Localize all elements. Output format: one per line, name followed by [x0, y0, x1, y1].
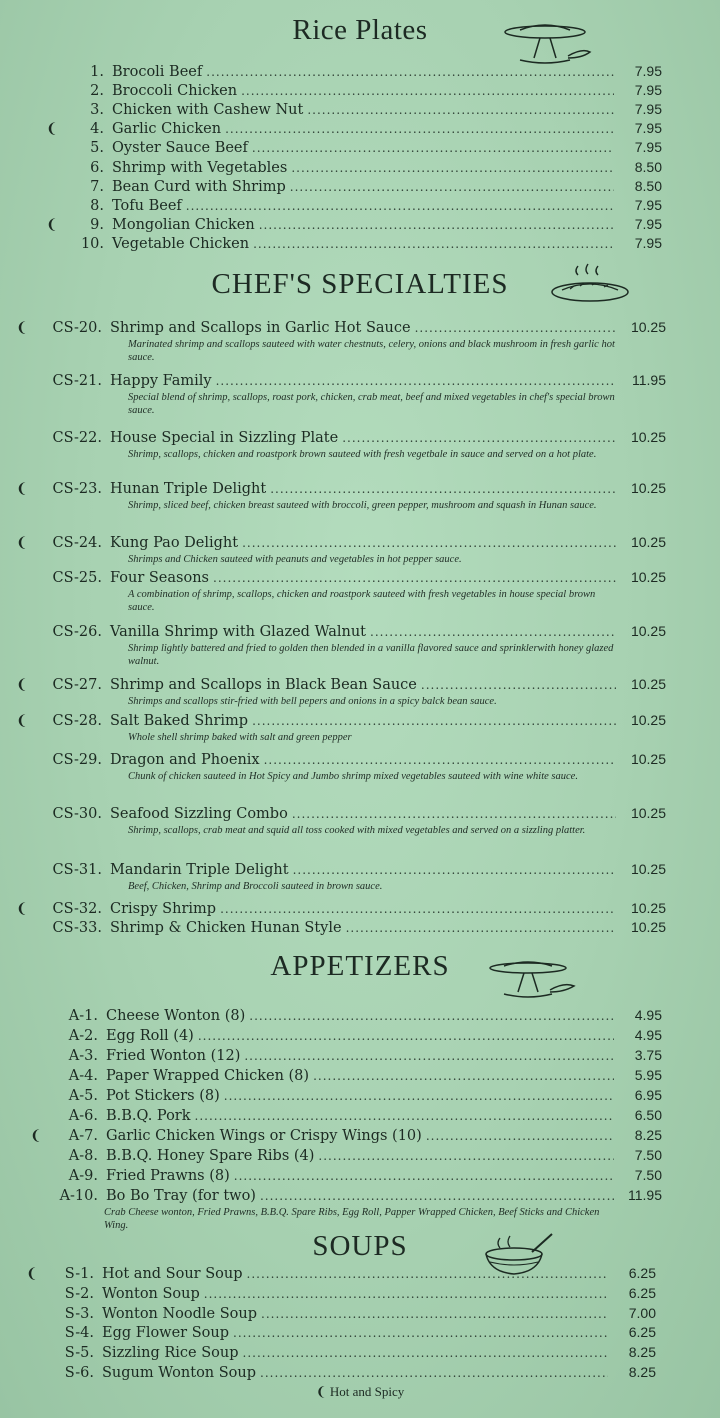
- item-number: S-1.: [64, 1266, 94, 1282]
- item-description: Shrimps and Chicken sauteed with peanuts and vegetables in hot pepper sauce.: [128, 554, 462, 565]
- menu-item: [30, 1186, 662, 1205]
- item-name: Shrimp & Chicken Hunan Style: [110, 920, 342, 936]
- item-name: Egg Flower Soup: [102, 1325, 230, 1341]
- menu-item: [16, 479, 666, 498]
- item-name: Brocoli Beef: [112, 64, 203, 80]
- menu-item: [26, 1343, 656, 1362]
- menu-item: [16, 533, 666, 552]
- dot-leader: [307, 101, 614, 119]
- item-name: Wonton Noodle Soup: [102, 1306, 258, 1322]
- chili-icon: ❨: [26, 1266, 38, 1282]
- item-name: Fried Prawns (8): [106, 1168, 230, 1184]
- dot-leader: [370, 623, 616, 641]
- menu-item: [30, 1066, 662, 1085]
- menu-item: [16, 428, 666, 447]
- item-number: 10.: [80, 236, 104, 252]
- item-name: Vanilla Shrimp with Glazed Walnut: [110, 624, 367, 640]
- dot-leader: [234, 1167, 614, 1185]
- item-name: Mandarin Triple Delight: [110, 862, 289, 878]
- menu-item: [46, 196, 662, 215]
- item-price: 7.50: [634, 1167, 662, 1183]
- item-number: S-2.: [64, 1286, 94, 1302]
- legend-text: Hot and Spicy: [329, 1384, 405, 1399]
- item-name: House Special in Sizzling Plate: [110, 430, 339, 446]
- item-number: A-9.: [68, 1168, 98, 1184]
- dot-leader: [252, 139, 614, 157]
- item-number: S-3.: [64, 1306, 94, 1322]
- menu-item: [16, 804, 666, 823]
- menu-item: [26, 1304, 656, 1323]
- item-number: CS-21.: [52, 373, 102, 389]
- dot-leader: [206, 63, 614, 81]
- dot-leader: [346, 919, 616, 937]
- item-name: Bean Curd with Shrimp: [112, 179, 286, 195]
- item-number: 5.: [90, 140, 104, 156]
- dot-leader: [253, 235, 614, 253]
- dot-leader: [415, 319, 616, 337]
- item-price: 7.95: [634, 139, 662, 155]
- dot-leader: [291, 159, 614, 177]
- item-price: 8.50: [634, 159, 662, 175]
- item-price: 6.95: [634, 1087, 662, 1103]
- menu-item: [46, 62, 662, 81]
- dot-leader: [186, 197, 614, 215]
- item-name: Salt Baked Shrimp: [110, 713, 249, 729]
- item-number: 1.: [90, 64, 104, 80]
- item-price: 7.95: [634, 216, 662, 232]
- dot-leader: [249, 1007, 614, 1025]
- dot-leader: [216, 372, 616, 390]
- item-price: 10.25: [630, 569, 666, 585]
- menu-item: [16, 918, 666, 937]
- item-name: Egg Roll (4): [106, 1028, 194, 1044]
- item-name: Sugum Wonton Soup: [102, 1365, 257, 1381]
- item-description: Shrimp, scallops, chicken and roastpork brown sauteed with fresh vegetbale in sauce and served on a hot plate.: [128, 449, 597, 460]
- dot-leader: [198, 1027, 614, 1045]
- item-price: 8.25: [634, 1127, 662, 1143]
- item-price: 10.25: [630, 805, 666, 821]
- dot-leader: [426, 1127, 614, 1145]
- menu-item: [46, 158, 662, 177]
- item-price: 7.95: [634, 63, 662, 79]
- item-number: 2.: [90, 83, 104, 99]
- item-number: CS-25.: [52, 570, 102, 586]
- dot-leader: [241, 82, 614, 100]
- item-name: Shrimp with Vegetables: [112, 160, 288, 176]
- item-price: 10.25: [630, 676, 666, 692]
- item-number: 7.: [90, 179, 104, 195]
- item-description: Shrimp, scallops, crab meat and squid all toss cooked with mixed vegetables and served on a sizzling platter.: [128, 825, 586, 836]
- item-name: B.B.Q. Honey Spare Ribs (4): [106, 1148, 315, 1164]
- item-price: 7.95: [634, 101, 662, 117]
- item-number: S-6.: [64, 1365, 94, 1381]
- item-name: Shrimp and Scallops in Black Bean Sauce: [110, 677, 417, 693]
- item-number: A-3.: [68, 1048, 98, 1064]
- item-name: Bo Bo Tray (for two): [106, 1188, 256, 1204]
- item-price: 3.75: [634, 1047, 662, 1063]
- item-name: Shrimp and Scallops in Garlic Hot Sauce: [110, 320, 411, 336]
- dot-leader: [224, 1087, 614, 1105]
- item-description: Chunk of chicken sauteed in Hot Spicy and Jumbo shrimp mixed vegetables sauteed with wine white sauce.: [128, 771, 578, 782]
- item-name: Garlic Chicken Wings or Crispy Wings (10): [106, 1128, 422, 1144]
- serving-dish-icon: [478, 956, 582, 1002]
- item-price: 10.25: [630, 319, 666, 335]
- item-description: Shrimp lightly battered and fried to golden then blended in a vanilla flavored sauce and sprinklerwith honey glazed walnut.: [128, 643, 614, 667]
- dot-leader: [313, 1067, 614, 1085]
- item-number: S-4.: [64, 1325, 94, 1341]
- item-name: Garlic Chicken: [112, 121, 222, 137]
- item-name: Kung Pao Delight: [110, 535, 239, 551]
- item-price: 11.95: [628, 1187, 662, 1203]
- menu-item: [46, 177, 662, 196]
- appetizers-title: APPETIZERS: [270, 950, 450, 982]
- menu-item: [16, 750, 666, 769]
- item-price: 8.50: [634, 178, 662, 194]
- menu-item: [46, 138, 662, 157]
- menu-item: [46, 81, 662, 100]
- dot-leader: [261, 1305, 608, 1323]
- chili-icon: ❨: [315, 1384, 327, 1399]
- item-description: Shrimps and scallops stir-fried with bell pepers and onions in a spicy balck bean sauce.: [128, 696, 497, 707]
- item-name: Paper Wrapped Chicken (8): [106, 1068, 310, 1084]
- menu-item: [26, 1363, 656, 1382]
- item-description: Shrimp, sliced beef, chicken breast sauteed with broccoli, green pepper, mushroom and squash in Hunan sauce.: [128, 500, 597, 511]
- item-price: 6.25: [628, 1324, 656, 1340]
- dot-leader: [242, 534, 616, 552]
- item-number: A-10.: [59, 1188, 98, 1204]
- chili-icon: ❨: [16, 713, 28, 729]
- item-number: CS-32.: [52, 901, 102, 917]
- item-name: Four Seasons: [110, 570, 209, 586]
- menu-item: [30, 1126, 662, 1145]
- item-number: CS-22.: [52, 430, 102, 446]
- menu-item: [46, 215, 662, 234]
- item-price: 8.25: [628, 1344, 656, 1360]
- item-name: Broccoli Chicken: [112, 83, 238, 99]
- chili-icon: ❨: [16, 320, 28, 336]
- item-price: 7.95: [634, 235, 662, 251]
- item-name: Happy Family: [110, 373, 212, 389]
- item-name: Tofu Beef: [112, 198, 182, 214]
- item-number: A-2.: [68, 1028, 98, 1044]
- item-price: 7.95: [634, 82, 662, 98]
- item-description: A combination of shrimp, scallops, chicken and roastpork sauteed with fresh vegetables in house special brown sauce.: [128, 589, 596, 613]
- dot-leader: [247, 1265, 608, 1283]
- item-name: B.B.Q. Pork: [106, 1108, 191, 1124]
- dot-leader: [293, 861, 616, 879]
- chili-icon: ❨: [30, 1128, 42, 1144]
- item-number: 4.: [90, 121, 104, 137]
- chili-icon: ❨: [16, 677, 28, 693]
- item-name: Hunan Triple Delight: [110, 481, 267, 497]
- item-price: 8.25: [628, 1364, 656, 1380]
- menu-item: [30, 1086, 662, 1105]
- chili-icon: ❨: [46, 217, 58, 233]
- item-number: CS-27.: [52, 677, 102, 693]
- menu-item: [16, 622, 666, 641]
- item-price: 10.25: [630, 712, 666, 728]
- dot-leader: [220, 900, 616, 918]
- item-description: Beef, Chicken, Shrimp and Broccoli sauteed in brown sauce.: [128, 881, 383, 892]
- chili-icon: ❨: [16, 901, 28, 917]
- item-price: 10.25: [630, 900, 666, 916]
- dot-leader: [204, 1285, 608, 1303]
- item-description: Special blend of shrimp, scallops, roast pork, chicken, crab meat, beef and mixed vegetables in chef's special brown sauce.: [128, 392, 615, 416]
- item-price: 6.25: [628, 1265, 656, 1281]
- item-name: Wonton Soup: [102, 1286, 200, 1302]
- item-number: CS-33.: [52, 920, 102, 936]
- menu-item: [26, 1264, 656, 1283]
- menu-item: [16, 860, 666, 879]
- item-name: Hot and Sour Soup: [102, 1266, 243, 1282]
- item-number: A-7.: [68, 1128, 98, 1144]
- item-price: 4.95: [634, 1007, 662, 1023]
- menu-item: [26, 1323, 656, 1342]
- dot-leader: [244, 1047, 614, 1065]
- item-number: 3.: [90, 102, 104, 118]
- chili-icon: ❨: [16, 535, 28, 551]
- item-price: 10.25: [630, 480, 666, 496]
- item-name: Seafood Sizzling Combo: [110, 806, 288, 822]
- item-name: Cheese Wonton (8): [106, 1008, 246, 1024]
- menu-item: [16, 899, 666, 918]
- item-price: 7.95: [634, 120, 662, 136]
- item-number: CS-31.: [52, 862, 102, 878]
- dot-leader: [260, 1364, 608, 1382]
- item-name: Pot Stickers (8): [106, 1088, 220, 1104]
- dot-leader: [259, 216, 614, 234]
- item-name: Sizzling Rice Soup: [102, 1345, 239, 1361]
- item-price: 10.25: [630, 429, 666, 445]
- item-name: Fried Wonton (12): [106, 1048, 241, 1064]
- menu-item: [30, 1006, 662, 1025]
- item-number: 9.: [90, 217, 104, 233]
- menu-item: [30, 1046, 662, 1065]
- steaming-platter-icon: [548, 262, 632, 306]
- dot-leader: [260, 1187, 614, 1205]
- menu-item: [30, 1106, 662, 1125]
- item-description: Marinated shrimp and scallops sauteed with water chestnuts, celery, onions and black mushroom in fresh garlic hot sauce.: [128, 339, 615, 363]
- menu-item: [16, 318, 666, 337]
- item-number: A-1.: [68, 1008, 98, 1024]
- item-number: CS-20.: [52, 320, 102, 336]
- item-number: S-5.: [64, 1345, 94, 1361]
- item-name: Mongolian Chicken: [112, 217, 255, 233]
- menu-item: [46, 119, 662, 138]
- dot-leader: [292, 805, 616, 823]
- item-number: CS-26.: [52, 624, 102, 640]
- item-description: Crab Cheese wonton, Fried Prawns, B.B.Q. Spare Ribs, Egg Roll, Papper Wrapped Chicken, Beef Sticks and Chicken Wing.: [104, 1207, 600, 1231]
- menu-item: [16, 711, 666, 730]
- item-number: CS-30.: [52, 806, 102, 822]
- menu-item: [30, 1146, 662, 1165]
- legend: [0, 1384, 720, 1400]
- item-price: 4.95: [634, 1027, 662, 1043]
- item-name: Oyster Sauce Beef: [112, 140, 248, 156]
- dot-leader: [243, 1344, 608, 1362]
- chili-icon: ❨: [46, 121, 58, 137]
- item-name: Crispy Shrimp: [110, 901, 217, 917]
- item-name: Vegetable Chicken: [112, 236, 250, 252]
- dot-leader: [342, 429, 616, 447]
- item-number: CS-24.: [52, 535, 102, 551]
- dot-leader: [270, 480, 616, 498]
- menu-item: [46, 234, 662, 253]
- dot-leader: [225, 120, 614, 138]
- item-number: A-8.: [68, 1148, 98, 1164]
- soups-title: SOUPS: [312, 1230, 408, 1262]
- item-number: CS-29.: [52, 752, 102, 768]
- item-price: 10.25: [630, 751, 666, 767]
- item-price: 10.25: [630, 919, 666, 935]
- dot-leader: [421, 676, 616, 694]
- item-price: 10.25: [630, 534, 666, 550]
- item-number: A-4.: [68, 1068, 98, 1084]
- item-price: 5.95: [634, 1067, 662, 1083]
- item-number: 8.: [90, 198, 104, 214]
- item-price: 6.25: [628, 1285, 656, 1301]
- item-name: Chicken with Cashew Nut: [112, 102, 304, 118]
- item-name: Dragon and Phoenix: [110, 752, 260, 768]
- dot-leader: [195, 1107, 614, 1125]
- dot-leader: [213, 569, 616, 587]
- dot-leader: [318, 1147, 614, 1165]
- item-number: A-5.: [68, 1088, 98, 1104]
- dot-leader: [252, 712, 616, 730]
- item-price: 7.00: [628, 1305, 656, 1321]
- chefs-specialties-title: CHEF'S SPECIALTIES: [211, 268, 509, 300]
- menu-item: [30, 1166, 662, 1185]
- menu-item: [30, 1026, 662, 1045]
- item-price: 10.25: [630, 861, 666, 877]
- menu-item: [46, 100, 662, 119]
- item-number: CS-28.: [52, 713, 102, 729]
- item-price: 11.95: [632, 372, 666, 388]
- dot-leader: [290, 178, 614, 196]
- item-price: 10.25: [630, 623, 666, 639]
- item-number: CS-23.: [52, 481, 102, 497]
- item-price: 6.50: [634, 1107, 662, 1123]
- chili-icon: ❨: [16, 481, 28, 497]
- dot-leader: [264, 751, 616, 769]
- menu-item: [16, 371, 666, 390]
- menu-item: [16, 675, 666, 694]
- item-number: 6.: [90, 160, 104, 176]
- item-price: 7.50: [634, 1147, 662, 1163]
- menu-item: [16, 568, 666, 587]
- rice-plates-title: Rice Plates: [292, 14, 428, 46]
- item-number: A-6.: [68, 1108, 98, 1124]
- item-description: Whole shell shrimp baked with salt and green pepper: [128, 732, 352, 743]
- menu-item: [26, 1284, 656, 1303]
- dot-leader: [233, 1324, 608, 1342]
- item-price: 7.95: [634, 197, 662, 213]
